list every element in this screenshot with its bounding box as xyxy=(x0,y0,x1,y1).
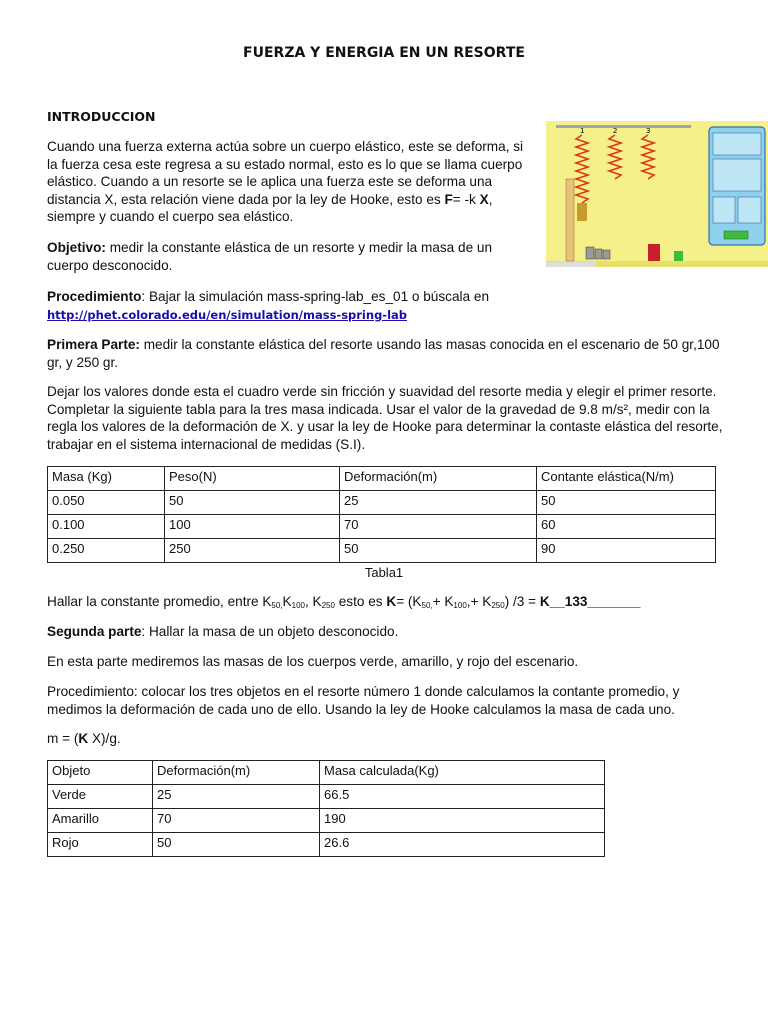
page-title: FUERZA Y ENERGIA EN UN RESORTE xyxy=(243,45,525,61)
table-cell: 0.100 xyxy=(48,515,165,539)
table-header-cell: Masa (Kg) xyxy=(48,467,165,491)
hallar-paragraph xyxy=(47,593,747,615)
primera-label: Primera Parte: xyxy=(47,337,140,352)
table-cell: 25 xyxy=(153,785,320,809)
table-cell: 0.250 xyxy=(48,539,165,563)
mass-100 xyxy=(595,249,602,259)
table-header-cell: Masa calculada(Kg) xyxy=(320,761,605,785)
plus-1: + K xyxy=(432,594,454,609)
panel-section-3 xyxy=(713,197,735,223)
table-cell: 50 xyxy=(165,491,340,515)
instructions-paragraph: Dejar los valores donde esta el cuadro verde sin fricción y suavidad del resorte media y elegir el primer resorte. Completar la siguiente tabla para la tres masa indicada. Usar el valor de la gravedad de 9.8 m/s², medir con la regla los valores de la deformación de X. y usar la ley de Hooke para determinar la contaste elástica del resorte, trabajar en el sistema internacional de medidas (S.I). xyxy=(47,384,723,452)
table-cell: 190 xyxy=(320,809,605,833)
table-header-row xyxy=(48,761,605,785)
table-header-cell: Deformación(m) xyxy=(340,467,537,491)
mass-red xyxy=(648,244,660,261)
table-cell: 26.6 xyxy=(320,833,605,857)
mass-spring-lab-screenshot xyxy=(546,121,768,267)
sub-100b: 100 xyxy=(453,601,467,610)
k-sep: , K xyxy=(304,594,322,609)
hallar-text: Hallar la constante promedio, entre K xyxy=(47,594,272,609)
mass-green xyxy=(674,251,683,261)
table-header-row xyxy=(48,467,716,491)
table-cell: 70 xyxy=(340,515,537,539)
table-cell: 50 xyxy=(537,491,716,515)
objetivo-text: medir la constante elástica de un resorte y medir la masa de un cuerpo desconocido. xyxy=(47,240,493,273)
table-cell: 0.050 xyxy=(48,491,165,515)
table-caption: Tabla1 xyxy=(364,565,404,580)
table-header-cell: Deformación(m) xyxy=(153,761,320,785)
plus-2: ,+ K xyxy=(466,594,492,609)
table-cell: 50 xyxy=(340,539,537,563)
table-row xyxy=(48,515,716,539)
table-header-cell: Objeto xyxy=(48,761,153,785)
sub-50: 50, xyxy=(271,601,283,610)
sub-50b: 50, xyxy=(421,601,433,610)
table-row xyxy=(48,809,605,833)
primera-text: medir la constante elástica del resorte usando las masas conocida en el escenario de 50 gr,100 gr, y 250 gr. xyxy=(47,337,720,370)
formula-x: X xyxy=(479,191,489,207)
panel-section-4 xyxy=(738,197,761,223)
panel-section-2 xyxy=(713,159,761,191)
objetivo-paragraph xyxy=(47,239,537,274)
ruler xyxy=(566,179,574,261)
table-row xyxy=(48,833,605,857)
mass-on-spring-1 xyxy=(577,203,587,221)
sub-250b: 250 xyxy=(491,601,505,610)
table-cell: Verde xyxy=(48,785,153,809)
table-cell: 60 xyxy=(537,515,716,539)
simulation-image xyxy=(546,121,768,267)
procedimiento-paragraph xyxy=(47,288,727,324)
objetivo-label: Objetivo: xyxy=(47,240,106,255)
mform-post: X)/g. xyxy=(88,731,121,746)
segunda-parte-paragraph xyxy=(47,623,737,641)
intro-tail: , siempre y cuando el cuerpo sea elástico. xyxy=(47,191,493,224)
formula-mid: = -k xyxy=(452,191,480,207)
spring-label-1: 1 xyxy=(580,127,585,135)
mass-250 xyxy=(603,250,610,259)
table-header-cell: Peso(N) xyxy=(165,467,340,491)
formula-f: F xyxy=(444,191,453,207)
table-1 xyxy=(47,466,716,563)
sim-ceiling-bar xyxy=(556,125,691,128)
table-row xyxy=(48,785,605,809)
table-cell: Amarillo xyxy=(48,809,153,833)
sim-taskbar xyxy=(546,262,596,267)
table-cell: 90 xyxy=(537,539,716,563)
table-cell: 250 xyxy=(165,539,340,563)
en-esta-parte-paragraph: En esta parte mediremos las masas de los cuerpos verde, amarillo, y rojo del escenario. xyxy=(47,654,579,669)
intro-text: Cuando una fuerza externa actúa sobre un cuerpo elástico, este se deforma, si la fuerza cesa este regresa a su estado normal, esto es lo que se llama cuerpo elástico. Cuando a un resorte se le aplica una fuerza este se deforma una distancia X, esta relación viene dada por la ley de Hooke, esto es xyxy=(47,139,524,207)
table-cell: 66.5 xyxy=(320,785,605,809)
mform-pre: m = ( xyxy=(47,731,79,746)
table-row xyxy=(48,491,716,515)
primera-parte-paragraph xyxy=(47,336,727,371)
segunda-text: : Hallar la masa de un objeto desconocido. xyxy=(141,624,399,639)
table-cell: Rojo xyxy=(48,833,153,857)
table-cell: 50 xyxy=(153,833,320,857)
sub-250: 250 xyxy=(321,601,335,610)
phet-link[interactable]: http://phet.colorado.edu/en/simulation/mass-spring-lab xyxy=(47,307,408,322)
mass-50 xyxy=(586,247,594,259)
procedimiento-text: : Bajar la simulación mass-spring-lab_es_01 o búscala en xyxy=(141,289,489,304)
panel-section-1 xyxy=(713,133,761,155)
hallar-text-2: esto es xyxy=(334,594,387,609)
table-cell: 70 xyxy=(153,809,320,833)
k-symbol: K xyxy=(282,594,292,609)
mform-k: K xyxy=(78,731,89,746)
k-bold: K xyxy=(386,594,397,609)
table-header-cell: Contante elástica(N/m) xyxy=(537,467,716,491)
intro-paragraph xyxy=(47,138,537,226)
mass-formula xyxy=(47,730,737,748)
table-cell: 25 xyxy=(340,491,537,515)
sub-100: 100 xyxy=(291,601,305,610)
segunda-label: Segunda parte xyxy=(47,624,142,639)
k-div: ) /3 = xyxy=(504,594,540,609)
panel-green-button xyxy=(724,231,748,239)
table-2 xyxy=(47,760,605,857)
k-eq: = (K xyxy=(396,594,422,609)
spring-label-2: 2 xyxy=(613,127,618,135)
intro-heading: INTRODUCCION xyxy=(47,109,156,124)
k-result: K__133_______ xyxy=(539,594,641,609)
table-row xyxy=(48,539,716,563)
spring-label-3: 3 xyxy=(646,127,651,135)
procedimiento-label: Procedimiento xyxy=(47,289,142,304)
procedimiento-2-paragraph: Procedimiento: colocar los tres objetos en el resorte número 1 donde calculamos la contante promedio, y medimos la deformación de cada uno de ello. Usando la ley de Hooke calculamos la masa de cada uno. xyxy=(47,684,680,717)
table-cell: 100 xyxy=(165,515,340,539)
